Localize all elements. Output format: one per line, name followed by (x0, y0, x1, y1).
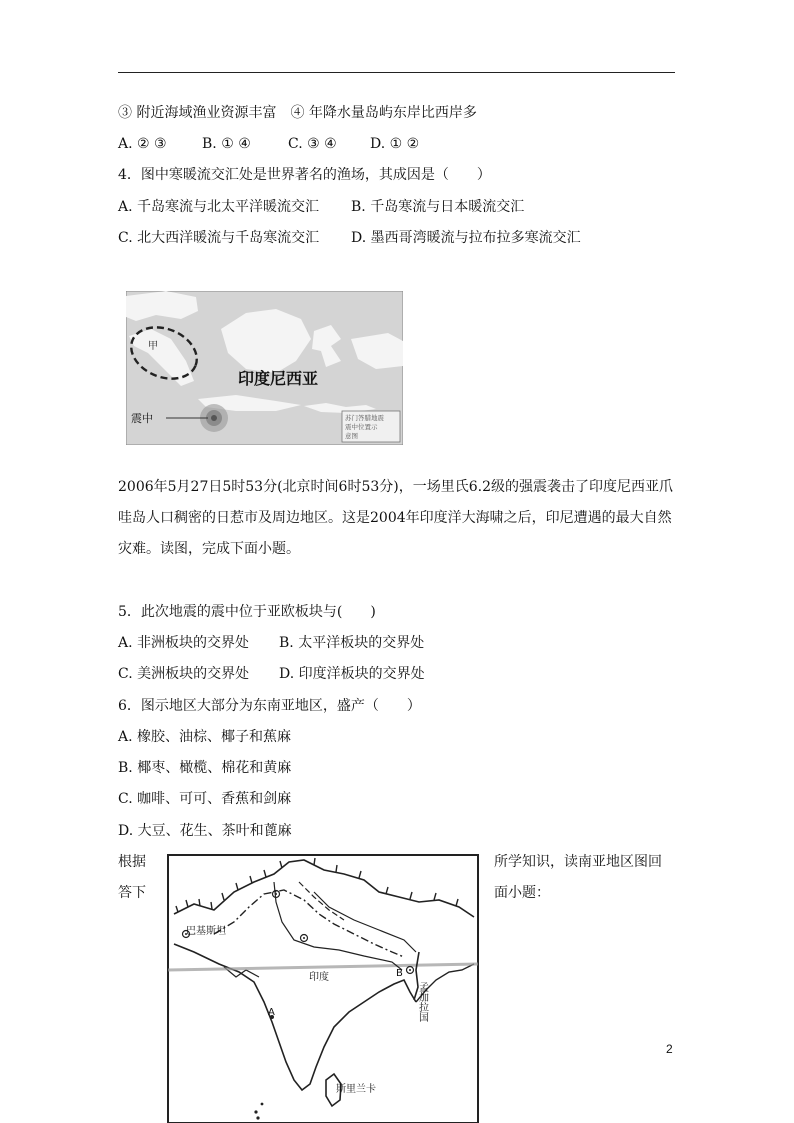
q5-option-d: D. 印度洋板块的交界处 (279, 666, 425, 682)
earthquake-intro-paragraph: 2006年5月27日5时53分(北京时间6时53分)，一场里氏6.2级的强震袭击了印度尼西亚爪哇岛人口稠密的日惹市及周边地区。这是2004年印度洋大海啸之后，印尼遭遇的最大自然灾难。读图，完成下面小题。 (118, 479, 673, 557)
q4-option-c: C. 北大西洋暖流与千岛寒流交汇 (118, 230, 320, 246)
q5-stem: 5．此次地震的震中位于亚欧板块与( ) (118, 604, 376, 620)
pakistan-label: 巴基斯坦 (186, 926, 226, 937)
q5-options-row2 (118, 664, 425, 684)
q5-option-b: B. 太平洋板块的交界处 (279, 635, 425, 651)
bangladesh-label: 孟加拉国 (416, 982, 428, 1022)
q3-option-d: D. ① ② (370, 136, 420, 152)
legend-line-3: 意图 (345, 432, 358, 440)
q4-option-d: D. 墨西哥湾暖流与拉布拉多寒流交汇 (351, 230, 581, 246)
page-number: 2 (666, 1042, 673, 1056)
q5-options-row1 (118, 633, 424, 653)
south-asia-intro-left-2: 答下 (118, 885, 146, 901)
q6-option-a: A. 橡胶、油棕、椰子和蕉麻 (118, 729, 292, 745)
q3-option-a: A. ② ③ (118, 136, 167, 152)
q4-options-row1 (118, 197, 524, 217)
south-asia-intro-left-1: 根据 (118, 854, 146, 870)
south-asia-intro-right-2: 面小题： (494, 885, 550, 901)
epicenter-label: 震中 (131, 412, 153, 425)
q6-option-d: D. 大豆、花生、茶叶和蓖麻 (118, 823, 292, 839)
q6-stem: 6．图示地区大部分为东南亚地区，盛产（ ） (118, 698, 421, 714)
q6-option-b: B. 椰枣、橄榄、棉花和黄麻 (118, 760, 292, 776)
point-b-label: B (396, 968, 403, 979)
header-rule (118, 72, 675, 73)
south-asia-intro-right-1: 所学知识，读南亚地区图回 (494, 854, 662, 870)
india-label: 印度 (309, 972, 329, 983)
q6-option-c: C. 咖啡、可可、香蕉和剑麻 (118, 791, 292, 807)
q4-option-a: A. 千岛寒流与北太平洋暖流交汇 (118, 199, 320, 215)
legend-line-2: 震中位置示 (345, 423, 378, 431)
q5-option-a: A. 非洲板块的交界处 (118, 635, 250, 651)
point-a-label: A (268, 1007, 275, 1018)
q4-options-row2 (118, 228, 581, 248)
sri-lanka-label: 斯里兰卡 (336, 1084, 376, 1095)
q3-options (118, 134, 419, 154)
legend-line-1: 苏门答腊地震 (345, 414, 384, 422)
q3-option-b: B. ① ④ (202, 136, 251, 152)
south-asia-map (164, 852, 482, 1123)
indonesia-country-label: 印度尼西亚 (238, 369, 319, 388)
region-jia-label: 甲 (148, 341, 158, 352)
q4-option-b: B. 千岛寒流与日本暖流交汇 (351, 199, 525, 215)
q3-continued-line: ③ 附近海域渔业资源丰富 ④ 年降水量岛屿东岸比西岸多 (118, 105, 477, 121)
q5-option-c: C. 美洲板块的交界处 (118, 666, 250, 682)
q4-stem: 4．图中寒暖流交汇处是世界著名的渔场，其成因是（ ） (118, 167, 491, 183)
q3-option-c: C. ③ ④ (288, 136, 337, 152)
indonesia-earthquake-map (126, 291, 403, 445)
